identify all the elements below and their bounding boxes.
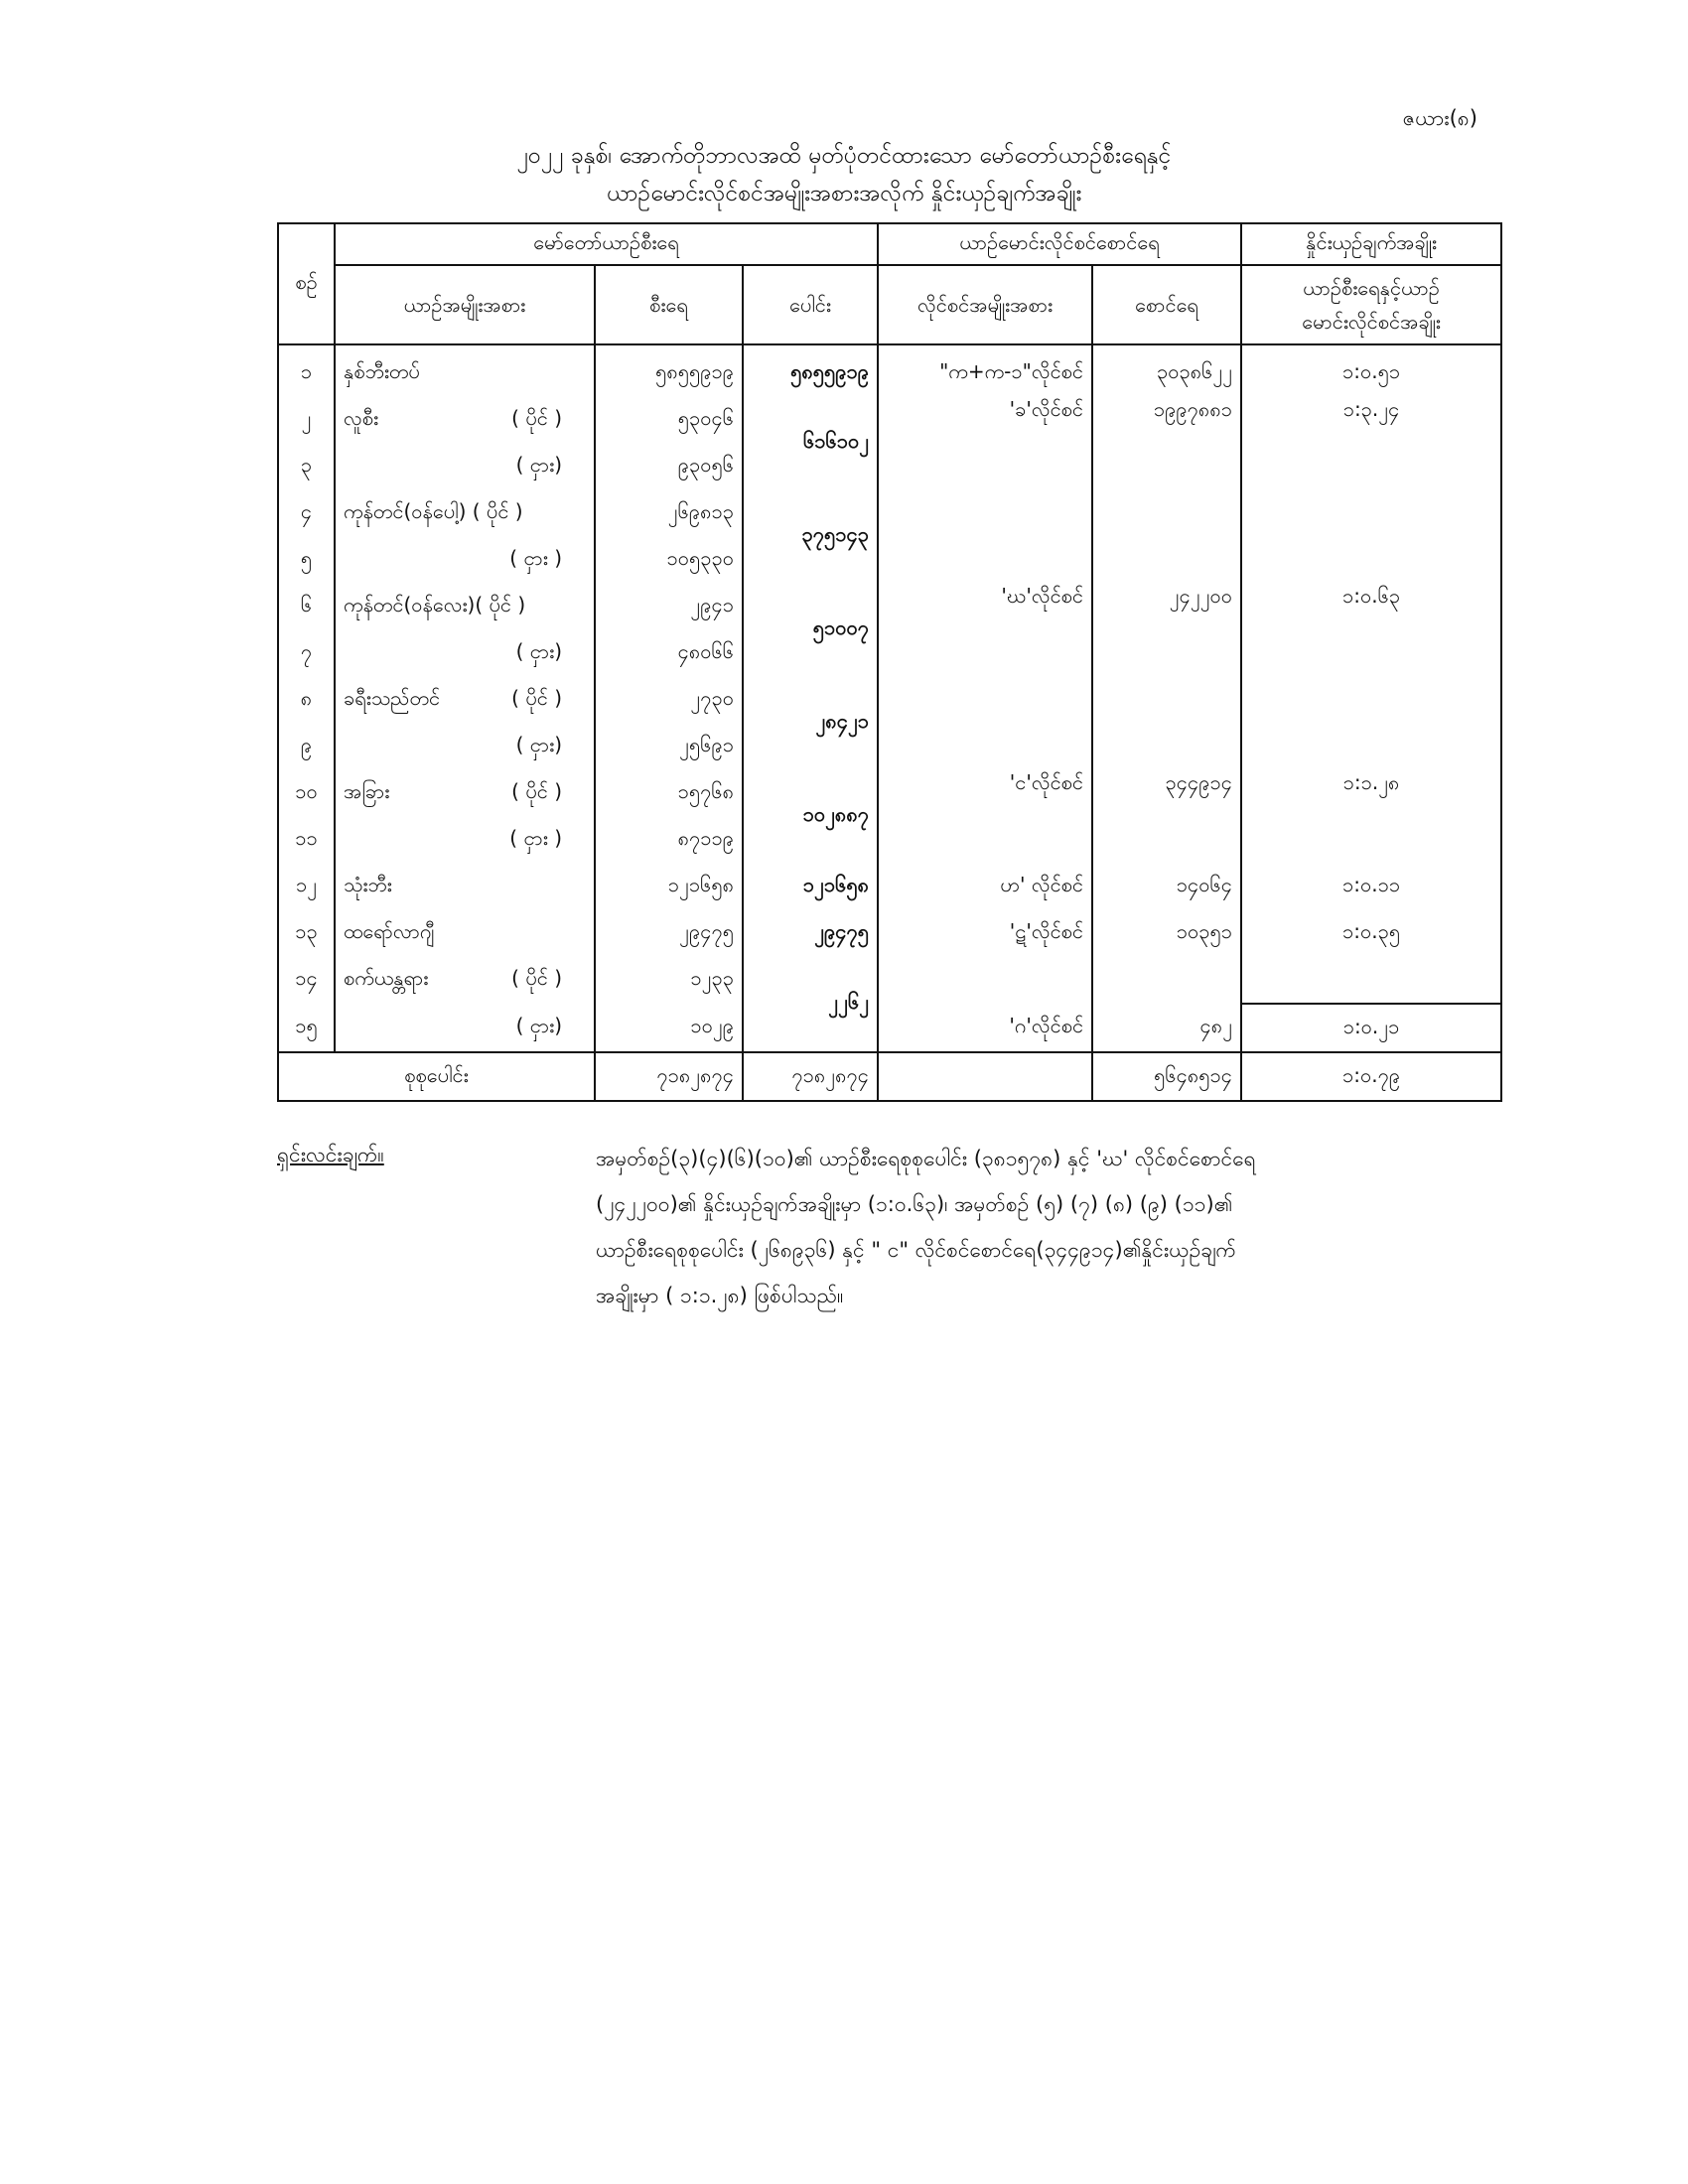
row-ownership: ( ငှား ) — [509, 545, 562, 570]
row-count: ၂၉၄၇၅ — [595, 909, 743, 956]
license-count-b: ၁၉၉၇၈၈၁ — [1092, 396, 1241, 583]
page-code: ဇယား(၈) — [1402, 106, 1477, 130]
row-type: သုံးဘီး — [335, 863, 595, 909]
row-ratio: ၁:၀.၁၁ — [1241, 863, 1501, 909]
row-count: ၁၂၁၆၅၈ — [595, 863, 743, 909]
header-ratio-line1: ယာဉ်စီးရေနှင့်ယာဉ် — [1303, 276, 1440, 300]
row-ownership: ( ငှား) — [515, 452, 562, 477]
row-no: ၁၅ — [278, 1004, 335, 1052]
row-count: ၁၅၇၆၈ — [595, 769, 743, 816]
note-line: အမှတ်စဉ်(၃)(၄)(၆)(၁၀)၏ ယာဉ်စီးရေစုစုပေါင်း (၃၈၁၅၇၈) နှင့် 'ဃ' လိုင်စင်စောင်ရေ — [596, 1147, 1256, 1170]
header-ratio — [1241, 265, 1501, 344]
merged-sum-6-7: ၅၁၀၀၇ — [743, 583, 878, 676]
table-row — [278, 956, 1501, 1004]
row-type: နှစ်ဘီးတပ် — [335, 344, 595, 396]
table-row — [278, 344, 1501, 396]
row-type: အခြား — [344, 778, 390, 803]
row-license-count: ၃၀၃၈၆၂၂ — [1092, 344, 1241, 396]
row-no: ၁၀ — [278, 769, 335, 816]
license-type-b: 'ခ'လိုင်စင် — [878, 396, 1092, 583]
row-ratio: ၁:၀.၅၁ — [1241, 344, 1501, 396]
row-ownership: ( ငှား) — [515, 638, 562, 663]
row-no: ၂ — [278, 396, 335, 443]
row-no: ၉ — [278, 723, 335, 769]
row-count: ၂၅၆၉၁ — [595, 723, 743, 769]
row-license-count: ၄၈၂ — [1092, 1004, 1241, 1052]
row-no: ၁ — [278, 344, 335, 396]
total-license-count: ၅၆၄၈၅၁၄ — [1092, 1052, 1241, 1101]
table-row — [278, 1004, 1501, 1052]
row-ownership: ( ငှား) — [515, 732, 562, 756]
header-vehicles-group: မော်တော်ယာဉ်စီးရေ — [335, 223, 878, 265]
merged-sum-8-9: ၂၈၄၂၁ — [743, 676, 878, 769]
vehicle-license-table — [277, 222, 1502, 1102]
row-type: စက်ယန္တရား — [344, 966, 429, 990]
row-no: ၁၁ — [278, 816, 335, 863]
total-label: စုစုပေါင်း — [278, 1052, 595, 1101]
table-row — [278, 583, 1501, 629]
row-type: ခရီးသည်တင် — [344, 685, 441, 710]
row-count: ၈၇၁၁၉ — [595, 816, 743, 863]
total-count: ၇၁၈၂၈၇၄ — [595, 1052, 743, 1101]
header-no: စဉ် — [278, 223, 335, 344]
row-no: ၄ — [278, 489, 335, 536]
note-line: ယာဉ်စီးရေစုစုပေါင်း (၂၆၈၉၃၆) နှင့် " င" လိုင်စင်စောင်ရေ(၃၄၄၉၁၄)၏နှိုင်းယှဉ်ချက် — [596, 1238, 1236, 1262]
row-type: ထရော်လာဂျီ — [335, 909, 595, 956]
merged-sum-4-5: ၃၇၅၁၄၃ — [743, 489, 878, 583]
row-license-count: ၁၄၀၆၄ — [1092, 863, 1241, 909]
row-license-type: 'ဋ'လိုင်စင် — [878, 909, 1092, 956]
table-row — [278, 909, 1501, 956]
note-line: (၂၄၂၂၀၀)၏ နှိုင်းယှဉ်ချက်အချိုးမှာ (၁:၀.၆၃)၊ အမှတ်စဉ် (၅) (၇) (၈) (၉) (၁၁)၏ — [596, 1192, 1233, 1216]
row-license-type: "က+က-၁"လိုင်စင် — [878, 344, 1092, 396]
table-row — [278, 396, 1501, 443]
row-ownership: ( ပိုင် ) — [511, 685, 562, 710]
row-count: ၁၂၃၃ — [595, 956, 743, 1004]
row-sum: ၅၈၅၅၉၁၉ — [743, 344, 878, 396]
document-title-line1: ၂၀၂၂ ခုနှစ်၊ အောက်တိုဘာလအထိ မှတ်ပုံတင်ထားသော မော်တော်ယာဉ်စီးရေနှင့် — [516, 143, 1172, 169]
row-sum: ၁၂၁၆၅၈ — [743, 863, 878, 909]
header-ratio-line2: မောင်းလိုင်စင်အချိုး — [1302, 310, 1441, 334]
row-no: ၁၄ — [278, 956, 335, 1004]
header-license-count: စောင်ရေ — [1092, 265, 1241, 344]
row-count: ၅၈၅၅၉၁၉ — [595, 344, 743, 396]
table-row — [278, 863, 1501, 909]
note-body — [596, 1136, 1450, 1318]
header-license-type: လိုင်စင်အမျိုးအစား — [878, 265, 1092, 344]
license-type-gha: 'ဃ'လိုင်စင် — [878, 583, 1092, 769]
row-license-count: ၁၀၃၅၁ — [1092, 909, 1241, 956]
row-count: ၂၉၄၁ — [595, 583, 743, 629]
license-type-c: 'င'လိုင်စင် — [878, 769, 1092, 863]
row-type: လူစီး — [344, 405, 379, 430]
license-count-gha: ၂၄၂၂၀၀ — [1092, 583, 1241, 769]
row-no: ၃ — [278, 443, 335, 489]
license-count-c: ၃၄၄၉၁၄ — [1092, 769, 1241, 863]
table-row — [278, 769, 1501, 816]
row-count: ၂၆၉၈၁၃ — [595, 489, 743, 536]
ratio-c: ၁:၁.၂၈ — [1241, 769, 1501, 863]
row-ownership: ( ငှား ) — [509, 825, 562, 850]
row-ownership: ( ပိုင် ) — [511, 405, 562, 430]
header-count: စီးရေ — [595, 265, 743, 344]
header-ratio-group: နှိုင်းယှဉ်ချက်အချိုး — [1241, 223, 1501, 265]
row-no: ၅ — [278, 536, 335, 583]
merged-sum-14-15: ၂၂၆၂ — [743, 956, 878, 1052]
ratio-b: ၁:၃.၂၄ — [1241, 396, 1501, 583]
row-ownership: ( ငှား) — [515, 1014, 562, 1037]
row-license-type: ဟ' လိုင်စင် — [878, 863, 1092, 909]
row-sum: ၂၉၄၇၅ — [743, 909, 878, 956]
row-ownership: ( ပိုင် ) — [511, 778, 562, 803]
row-count: ၉၃၀၅၆ — [595, 443, 743, 489]
row-type: ကုန်တင်(ဝန်လေး)( ပိုင် ) — [335, 583, 595, 629]
merged-sum-2-3: ၆၁၆၁၀၂ — [743, 396, 878, 489]
total-row — [278, 1052, 1501, 1101]
row-ownership: ( ပိုင် ) — [511, 966, 562, 990]
header-vehicle-type: ယာဉ်အမျိုးအစား — [335, 265, 595, 344]
row-no: ၈ — [278, 676, 335, 723]
row-no: ၁၃ — [278, 909, 335, 956]
row-count: ၁၀၂၉ — [595, 1004, 743, 1052]
total-ratio: ၁:၀.၇၉ — [1241, 1052, 1501, 1101]
row-count: ၄၈၀၆၆ — [595, 629, 743, 676]
note-label: ရှင်းလင်းချက်။ — [277, 1143, 384, 1166]
row-no: ၁၂ — [278, 863, 335, 909]
total-sum: ၇၁၈၂၈၇၄ — [743, 1052, 878, 1101]
row-type: ကုန်တင်(ဝန်ပေါ့) ( ပိုင် ) — [335, 489, 595, 536]
document-title-line2: ယာဉ်မောင်းလိုင်စင်အမျိုးအစားအလိုက် နှိုင်းယှဉ်ချက်အချိုး — [606, 181, 1082, 206]
row-no: ၆ — [278, 583, 335, 629]
row-license-type: 'ဂ'လိုင်စင် — [878, 1004, 1092, 1052]
row-ratio: ၁:၀.၃၅ — [1241, 909, 1501, 956]
row-no: ၇ — [278, 629, 335, 676]
row-count: ၂၇၃၀ — [595, 676, 743, 723]
header-sum: ပေါင်း — [743, 265, 878, 344]
ratio-gha: ၁:၀.၆၃ — [1241, 583, 1501, 769]
header-license-group: ယာဉ်မောင်းလိုင်စင်စောင်ရေ — [878, 223, 1241, 265]
note-line: အချိုးမှာ ( ၁:၁.၂၈) ဖြစ်ပါသည်။ — [596, 1284, 844, 1307]
merged-sum-10-11: ၁၀၂၈၈၇ — [743, 769, 878, 863]
row-count: ၁၀၅၃၃၀ — [595, 536, 743, 583]
row-ratio: ၁:၀.၂၁ — [1241, 1004, 1501, 1052]
row-count: ၅၃၀၄၆ — [595, 396, 743, 443]
